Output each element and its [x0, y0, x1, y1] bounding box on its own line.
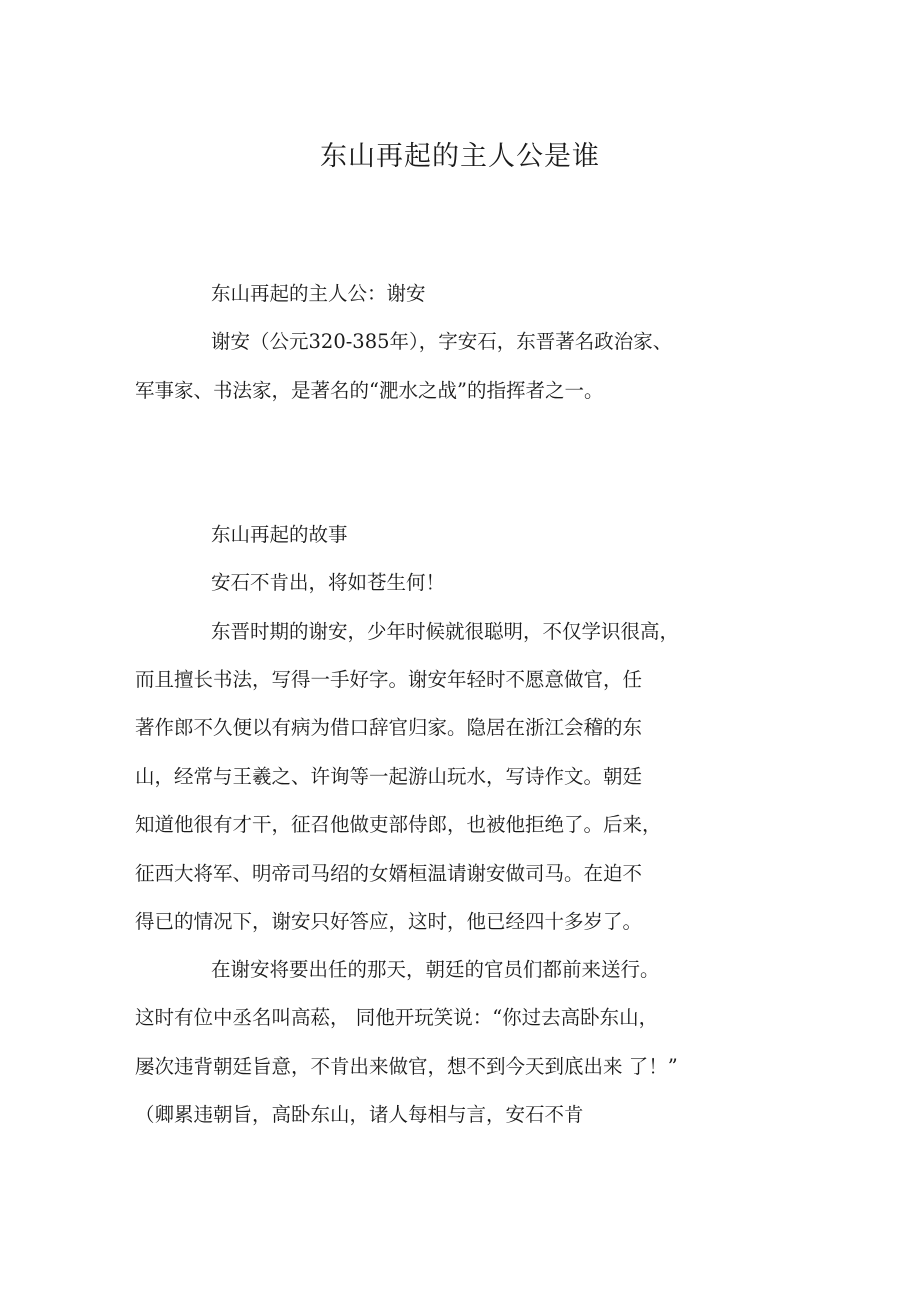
- paragraph-line: 东山再起的主人公：谢安: [211, 282, 426, 305]
- paragraph-line: 在谢安将要出任的那天，朝廷的官员们都前来送行。: [211, 958, 660, 981]
- paragraph-line: 安石不肯出，将如苍生何！: [211, 571, 446, 594]
- paragraph-line: 征西大将军、明帝司马绍的女婿桓温请谢安做司马。在迫不: [135, 862, 643, 885]
- paragraph-line: 得已的情况下，谢安只好答应，这时，他已经四十多岁了。: [135, 910, 643, 933]
- paragraph-line: 屡次违背朝廷旨意，不肯出来做官，想不到今天到底出来 了！”: [135, 1055, 678, 1078]
- paragraph-line: 这时有位中丞名叫高菘， 同他开玩笑说：“你过去高卧东山，: [135, 1006, 659, 1029]
- paragraph-line: 知道他很有才干，征召他做吏部侍郎，也被他拒绝了。后来，: [135, 813, 662, 836]
- paragraph-line: 著作郎不久便以有病为借口辞官归家。隐居在浙江会稽的东: [135, 716, 643, 739]
- paragraph-line: 军事家、书法家，是著名的“淝水之战”的指挥者之一。: [135, 379, 604, 402]
- document-title: 东山再起的主人公是谁: [320, 141, 600, 172]
- paragraph-line: （卿累违朝旨，高卧东山，诸人每相与言，安石不肯: [135, 1103, 584, 1126]
- paragraph-line: 东晋时期的谢安，少年时候就很聪明，不仅学识很高，: [211, 620, 680, 643]
- paragraph-line: 东山再起的故事: [211, 523, 348, 546]
- paragraph-line: 而且擅长书法，写得一手好字。谢安年轻时不愿意做官，任: [135, 668, 643, 691]
- paragraph-line: 谢安（公元320-385年），字安石，东晋著名政治家、: [211, 330, 673, 353]
- paragraph-line: 山，经常与王羲之、许询等一起游山玩水，写诗作文。朝廷: [135, 765, 643, 788]
